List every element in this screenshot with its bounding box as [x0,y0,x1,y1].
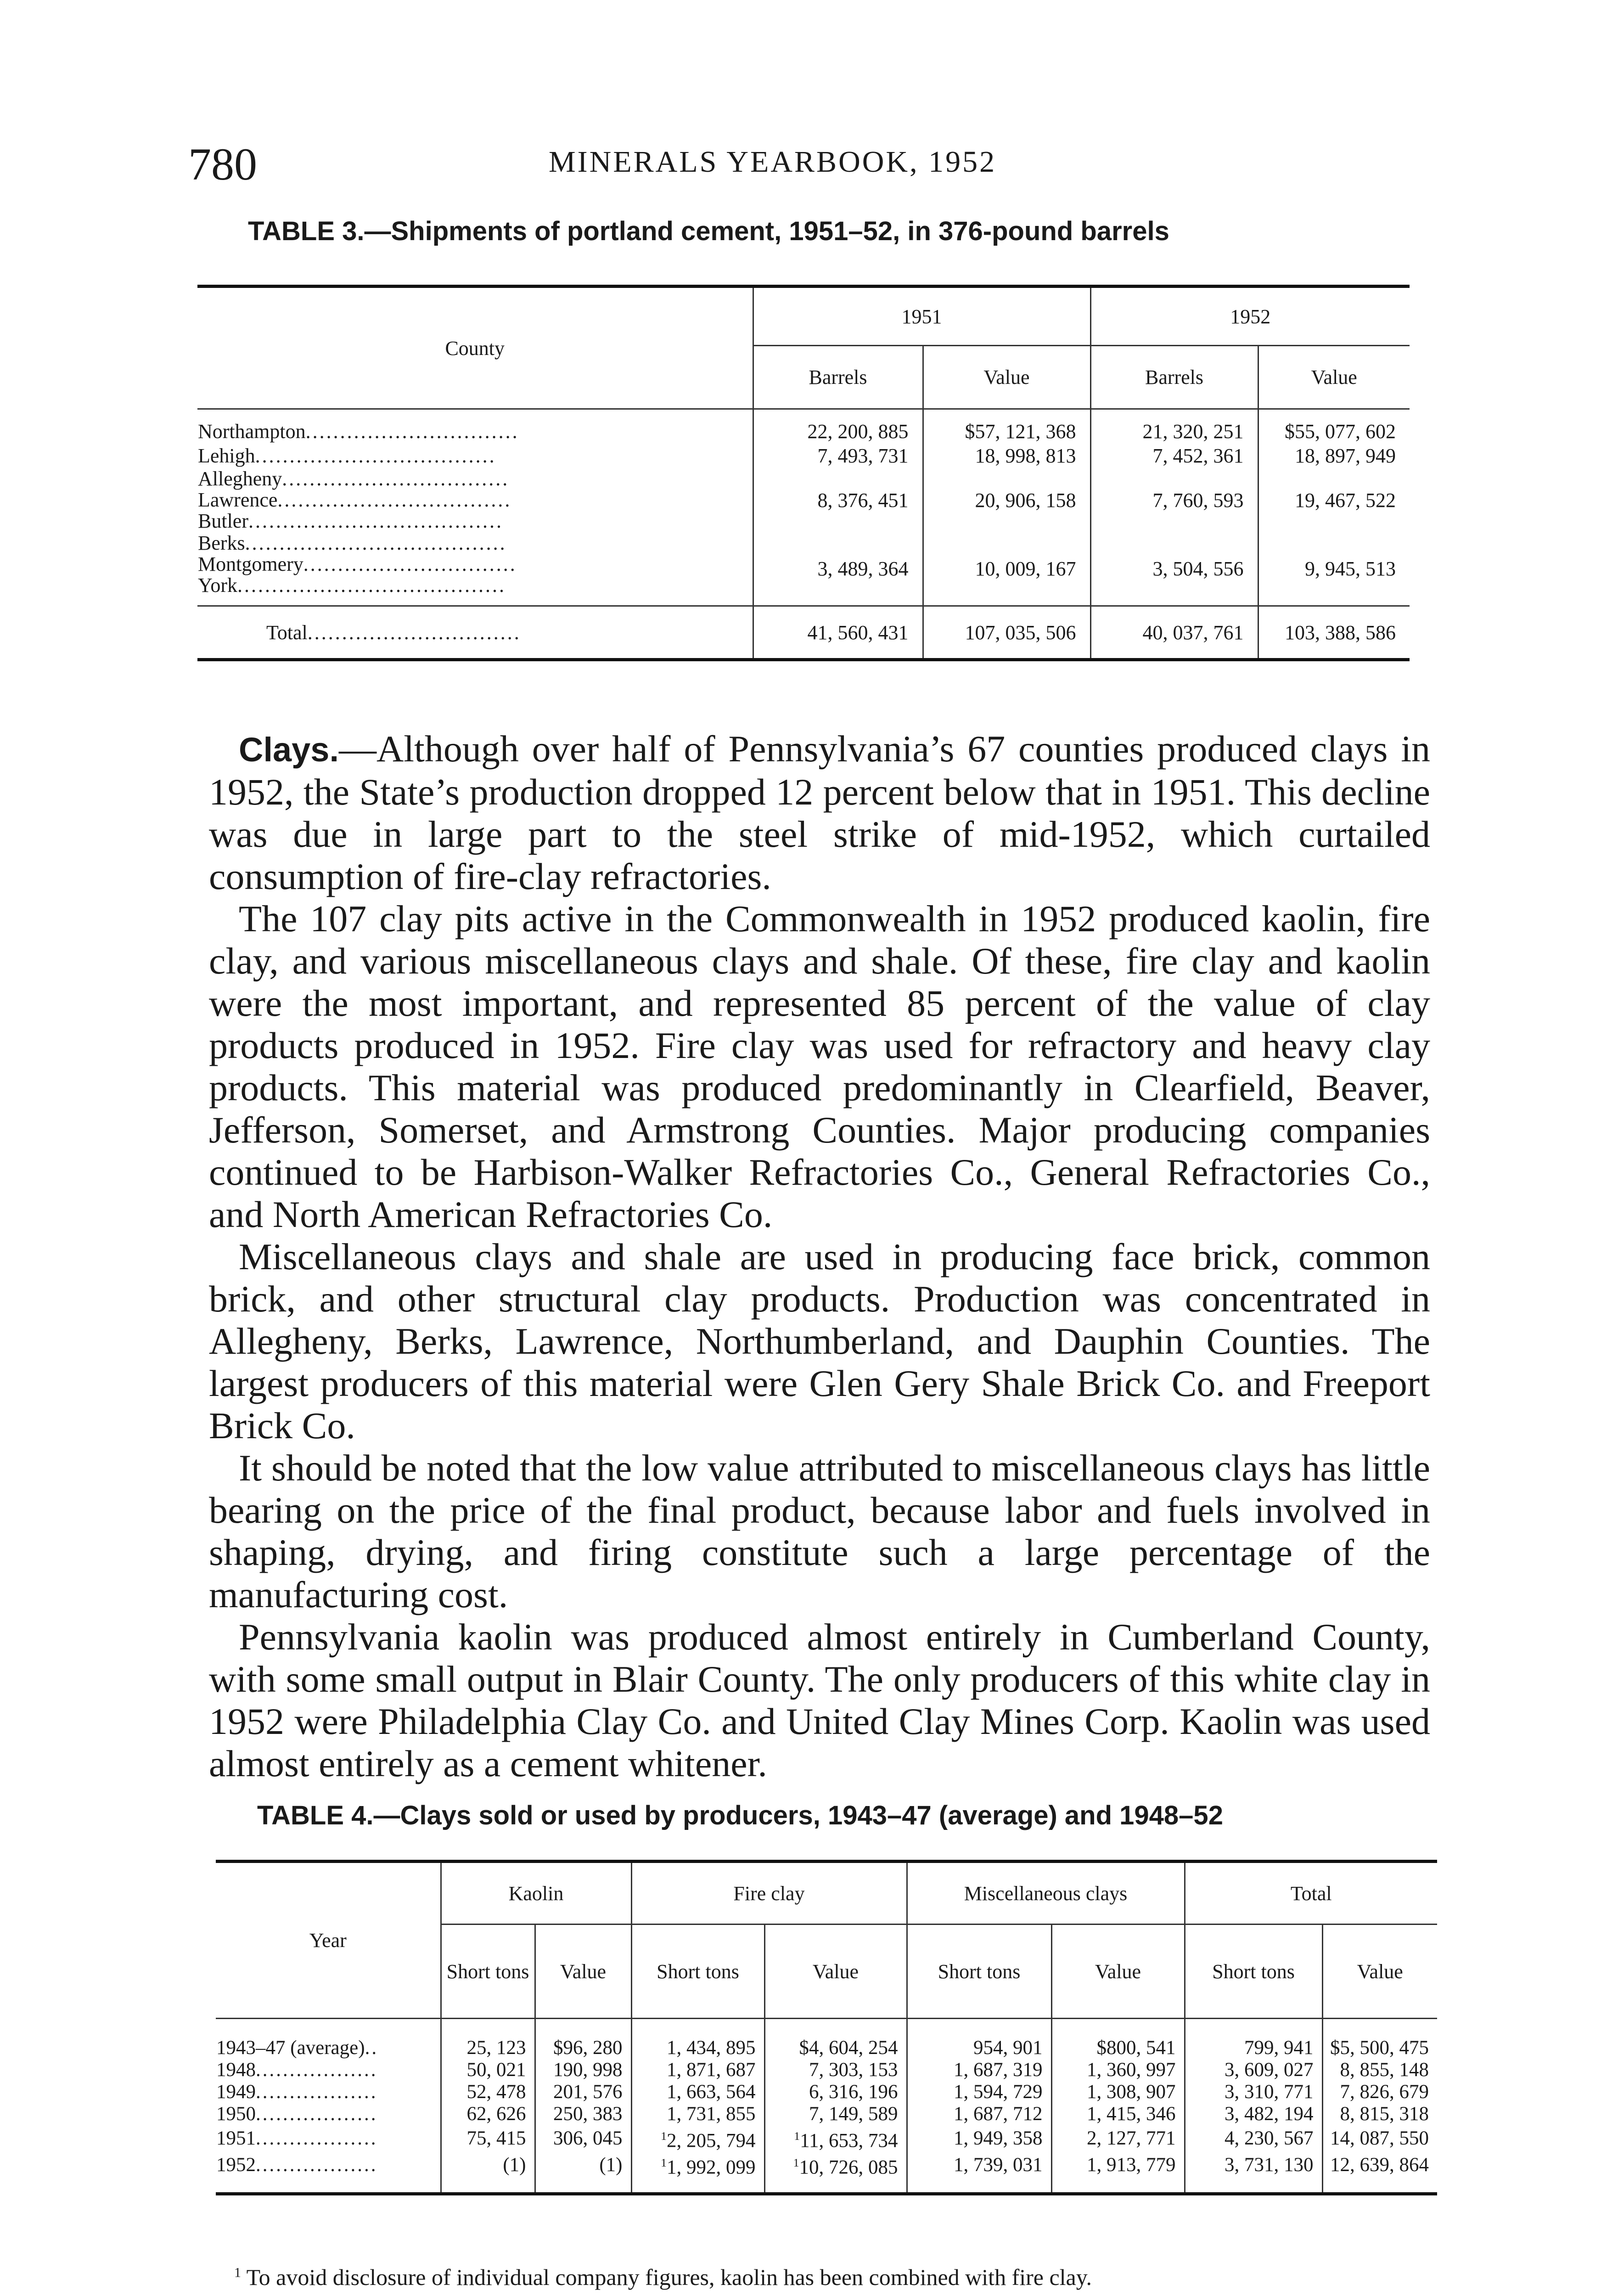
paragraph: The 107 clay pits active in the Commonwealth in 1952 produced kaolin, fire clay, and various miscellaneous clays and shale. Of these, fire clay and kaolin were the most important, and represented 85 percent of the value of clay products produced in 1952. Fire clay was used for refractory and heavy clay products. This material was produced predominantly in Clearfield, Beaver, Jefferson, Somerset, and Armstrong Counties. Major producing companies continued to be Harbison-Walker Refractories Co., General Refractories Co., and North American Refractories Co. [209,898,1430,1235]
county-label: Northampton [198,420,306,443]
col-short-tons: Short tons [1185,1925,1322,2019]
year-1951: 1951 [753,287,1090,346]
col-value: Value [764,1925,907,2019]
table-row: 1952.................. (1) (1) $^1$1, 992, 099 $^1$10, 726, 085 1, 739, 031 1, 913, 779 3, 731, 130 12, 639, 864 [216,2152,1437,2194]
cell: 10, 726, 085 [799,2156,898,2178]
cell: 25, 123 [441,2019,535,2060]
footnote-ref: 1 [793,2156,799,2170]
county-label: Allegheny [198,468,282,490]
cell: 3, 310, 771 [1185,2081,1322,2103]
table3-caption: TABLE 3.—Shipments of portland cement, 1951–52, in 376-pound barrels [248,216,1169,246]
cell: 2, 205, 794 [667,2130,756,2152]
col-value: Value [1051,1925,1185,2019]
cell: 1, 594, 729 [907,2081,1051,2103]
paragraph: It should be noted that the low value attributed to miscellaneous clays has little bearing on the price of the final product, because labor and fuels involved in shaping, drying, and firing constitute such a large percentage of the manufacturing cost. [209,1447,1430,1615]
cell: 11, 653, 734 [800,2130,898,2152]
cell: 1, 949, 358 [907,2125,1051,2152]
cell: 1, 871, 687 [631,2059,764,2081]
cell: 14, 087, 550 [1322,2125,1437,2152]
cell: 8, 855, 148 [1322,2059,1437,2081]
cell: 8, 376, 451 [753,468,923,532]
table-row: 1951.................. 75, 415 306, 045 $^1$2, 205, 794 $^1$11, 653, 734 1, 949, 358 2, 127, 771 4, 230, 567 14, 087, 550 [216,2125,1437,2152]
cell: 52, 478 [441,2081,535,2103]
table-row: Allegheny................................. Lawrence.................................. Butler..................................... 8, 376, 451 20, 906, 158 7, 760, 593 19, 467, 522 [197,468,1410,532]
cell: 3, 731, 130 [1185,2152,1322,2194]
paragraph-text: —Although over half of Pennsylvania’s 67 counties produced clays in 1952, the State’s production dropped 12 percent below that in 1951. This decline was due in large part to the steel strike of mid-1952, which curtailed consumption of fire-clay refractories. [209,728,1430,897]
cell: 7, 493, 731 [753,444,923,468]
cell: 9, 945, 513 [1258,532,1410,606]
cell: 3, 482, 194 [1185,2103,1322,2125]
page-number: 780 [188,139,257,190]
cell: 6, 316, 196 [764,2081,907,2103]
col-short-tons: Short tons [907,1925,1051,2019]
col-short-tons: Short tons [631,1925,764,2019]
county-label: Montgomery [198,553,303,575]
cell: 18, 897, 949 [1258,444,1410,468]
cell: $5, 500, 475 [1322,2019,1437,2060]
cell: 8, 815, 318 [1322,2103,1437,2125]
cell: 3, 489, 364 [753,532,923,606]
footnote-text: To avoid disclosure of individual company figures, kaolin has been combined with fire clay. [246,2264,1092,2290]
cell: 1, 360, 997 [1051,2059,1185,2081]
paragraph: Pennsylvania kaolin was produced almost entirely in Cumberland County, with some small output in Blair County. The only producers of this white clay in 1952 were Philadelphia Clay Co. and United Clay Mines Corp. Kaolin was used almost entirely as a cement whitener. [209,1616,1430,1784]
table-row: Lehigh................................... 7, 493, 731 18, 998, 813 7, 452, 361 18, 897, 949 [197,444,1410,468]
cell: 799, 941 [1185,2019,1322,2060]
cell: 19, 467, 522 [1258,468,1410,532]
group-total: Total [1185,1862,1437,1925]
cell: 7, 826, 679 [1322,2081,1437,2103]
county-label: York [198,574,238,597]
cell: 107, 035, 506 [923,606,1090,660]
cell: (1) [535,2152,631,2194]
cell: 1, 415, 346 [1051,2103,1185,2125]
cell: $96, 280 [535,2019,631,2060]
col-value-1952: Value [1258,346,1410,409]
col-barrels-1951: Barrels [753,346,923,409]
county-label: Lehigh [198,445,255,467]
cell: 7, 452, 361 [1090,444,1258,468]
group-kaolin: Kaolin [441,1862,631,1925]
col-value: Value [535,1925,631,2019]
footnote-ref: 1 [661,2156,667,2170]
cell: 22, 200, 885 [753,409,923,444]
col-value-1951: Value [923,346,1090,409]
county-label: Lawrence [198,489,278,511]
cell: 250, 383 [535,2103,631,2125]
year-label: 1943–47 (average) [216,2037,365,2059]
table4-footnote [234,2264,1092,2290]
paragraph: Miscellaneous clays and shale are used in producing face brick, common brick, and other structural clay products. Production was concentrated in Allegheny, Berks, Lawrence, Northumberland, and Dauphin Counties. The largest producers of this material were Glen Gery Shale Brick Co. and Freeport Brick Co. [209,1236,1430,1446]
table4-caption: TABLE 4.—Clays sold or used by producers, 1943–47 (average) and 1948–52 [257,1801,1223,1830]
cell: 7, 149, 589 [764,2103,907,2125]
cell: 201, 576 [535,2081,631,2103]
cell: 2, 127, 771 [1051,2125,1185,2152]
cell: 18, 998, 813 [923,444,1090,468]
body-text [209,728,1430,1785]
cell: 954, 901 [907,2019,1051,2060]
county-label: Butler [198,510,248,532]
cell: $800, 541 [1051,2019,1185,2060]
year-label: 1950 [216,2103,256,2125]
table3 [197,285,1410,661]
cell: 7, 303, 153 [764,2059,907,2081]
total-label: Total [266,621,308,644]
cell: 190, 998 [535,2059,631,2081]
cell: 3, 504, 556 [1090,532,1258,606]
col-value: Value [1322,1925,1437,2019]
cell: 1, 731, 855 [631,2103,764,2125]
footnote-mark: 1 [234,2265,241,2280]
county-label: Berks [198,532,245,554]
year-label: 1951 [216,2127,256,2150]
year-1952: 1952 [1090,287,1410,346]
cell: 21, 320, 251 [1090,409,1258,444]
table-row: 1948.................. 50, 021 190, 998 1, 871, 687 7, 303, 153 1, 687, 319 1, 360, 997 3, 609, 027 8, 855, 148 [216,2059,1437,2081]
group-misc-clays: Miscellaneous clays [907,1862,1185,1925]
col-short-tons: Short tons [441,1925,535,2019]
running-title: MINERALS YEARBOOK, 1952 [549,145,997,179]
year-label: 1949 [216,2081,256,2103]
table-row: Berks...................................... Montgomery............................... York....................................... 3, 489, 364 10, 009, 167 3, 504, 556 9, 945, 513 [197,532,1410,606]
paragraph [209,728,1430,898]
cell: 4, 230, 567 [1185,2125,1322,2152]
table-row: 1943–47 (average).. 25, 123 $96, 280 1, 434, 895 $4, 604, 254 954, 901 $800, 541 799, 941 $5, 500, 475 [216,2019,1437,2060]
cell: 75, 415 [441,2125,535,2152]
cell: 40, 037, 761 [1090,606,1258,660]
group-fire-clay: Fire clay [631,1862,907,1925]
cell: 7, 760, 593 [1090,468,1258,532]
cell: 306, 045 [535,2125,631,2152]
cell: 12, 639, 864 [1322,2152,1437,2194]
cell: 1, 913, 779 [1051,2152,1185,2194]
year-label: 1952 [216,2154,256,2176]
cell: 1, 687, 319 [907,2059,1051,2081]
table-row: 1949.................. 52, 478 201, 576 1, 663, 564 6, 316, 196 1, 594, 729 1, 308, 907 3, 310, 771 7, 826, 679 [216,2081,1437,2103]
cell: $55, 077, 602 [1258,409,1410,444]
cell: 103, 388, 586 [1258,606,1410,660]
table-row: Northampton............................... 22, 200, 885 $57, 121, 368 21, 320, 251 $55, 077, 602 [197,409,1410,444]
cell: 1, 992, 099 [667,2156,756,2178]
cell: 1, 434, 895 [631,2019,764,2060]
col-barrels-1952: Barrels [1090,346,1258,409]
footnote-ref: 1 [794,2129,800,2143]
cell: 1, 739, 031 [907,2152,1051,2194]
cell: 1, 663, 564 [631,2081,764,2103]
total-row: Total............................... 41, 560, 431 107, 035, 506 40, 037, 761 103, 388, 586 [197,606,1410,660]
cell: 50, 021 [441,2059,535,2081]
cell: $4, 604, 254 [764,2019,907,2060]
table4 [216,1860,1437,2195]
year-label: 1948 [216,2059,256,2081]
col-county: County [197,287,753,409]
cell: 10, 009, 167 [923,532,1090,606]
cell: 1, 308, 907 [1051,2081,1185,2103]
footnote-ref: 1 [661,2129,667,2143]
col-year: Year [216,1862,441,2019]
section-lead: Clays. [239,731,339,769]
table-row: 1950.................. 62, 626 250, 383 1, 731, 855 7, 149, 589 1, 687, 712 1, 415, 346 3, 482, 194 8, 815, 318 [216,2103,1437,2125]
cell: 41, 560, 431 [753,606,923,660]
cell: (1) [441,2152,535,2194]
cell: $57, 121, 368 [923,409,1090,444]
cell: 62, 626 [441,2103,535,2125]
cell: 20, 906, 158 [923,468,1090,532]
cell: 3, 609, 027 [1185,2059,1322,2081]
cell: 1, 687, 712 [907,2103,1051,2125]
